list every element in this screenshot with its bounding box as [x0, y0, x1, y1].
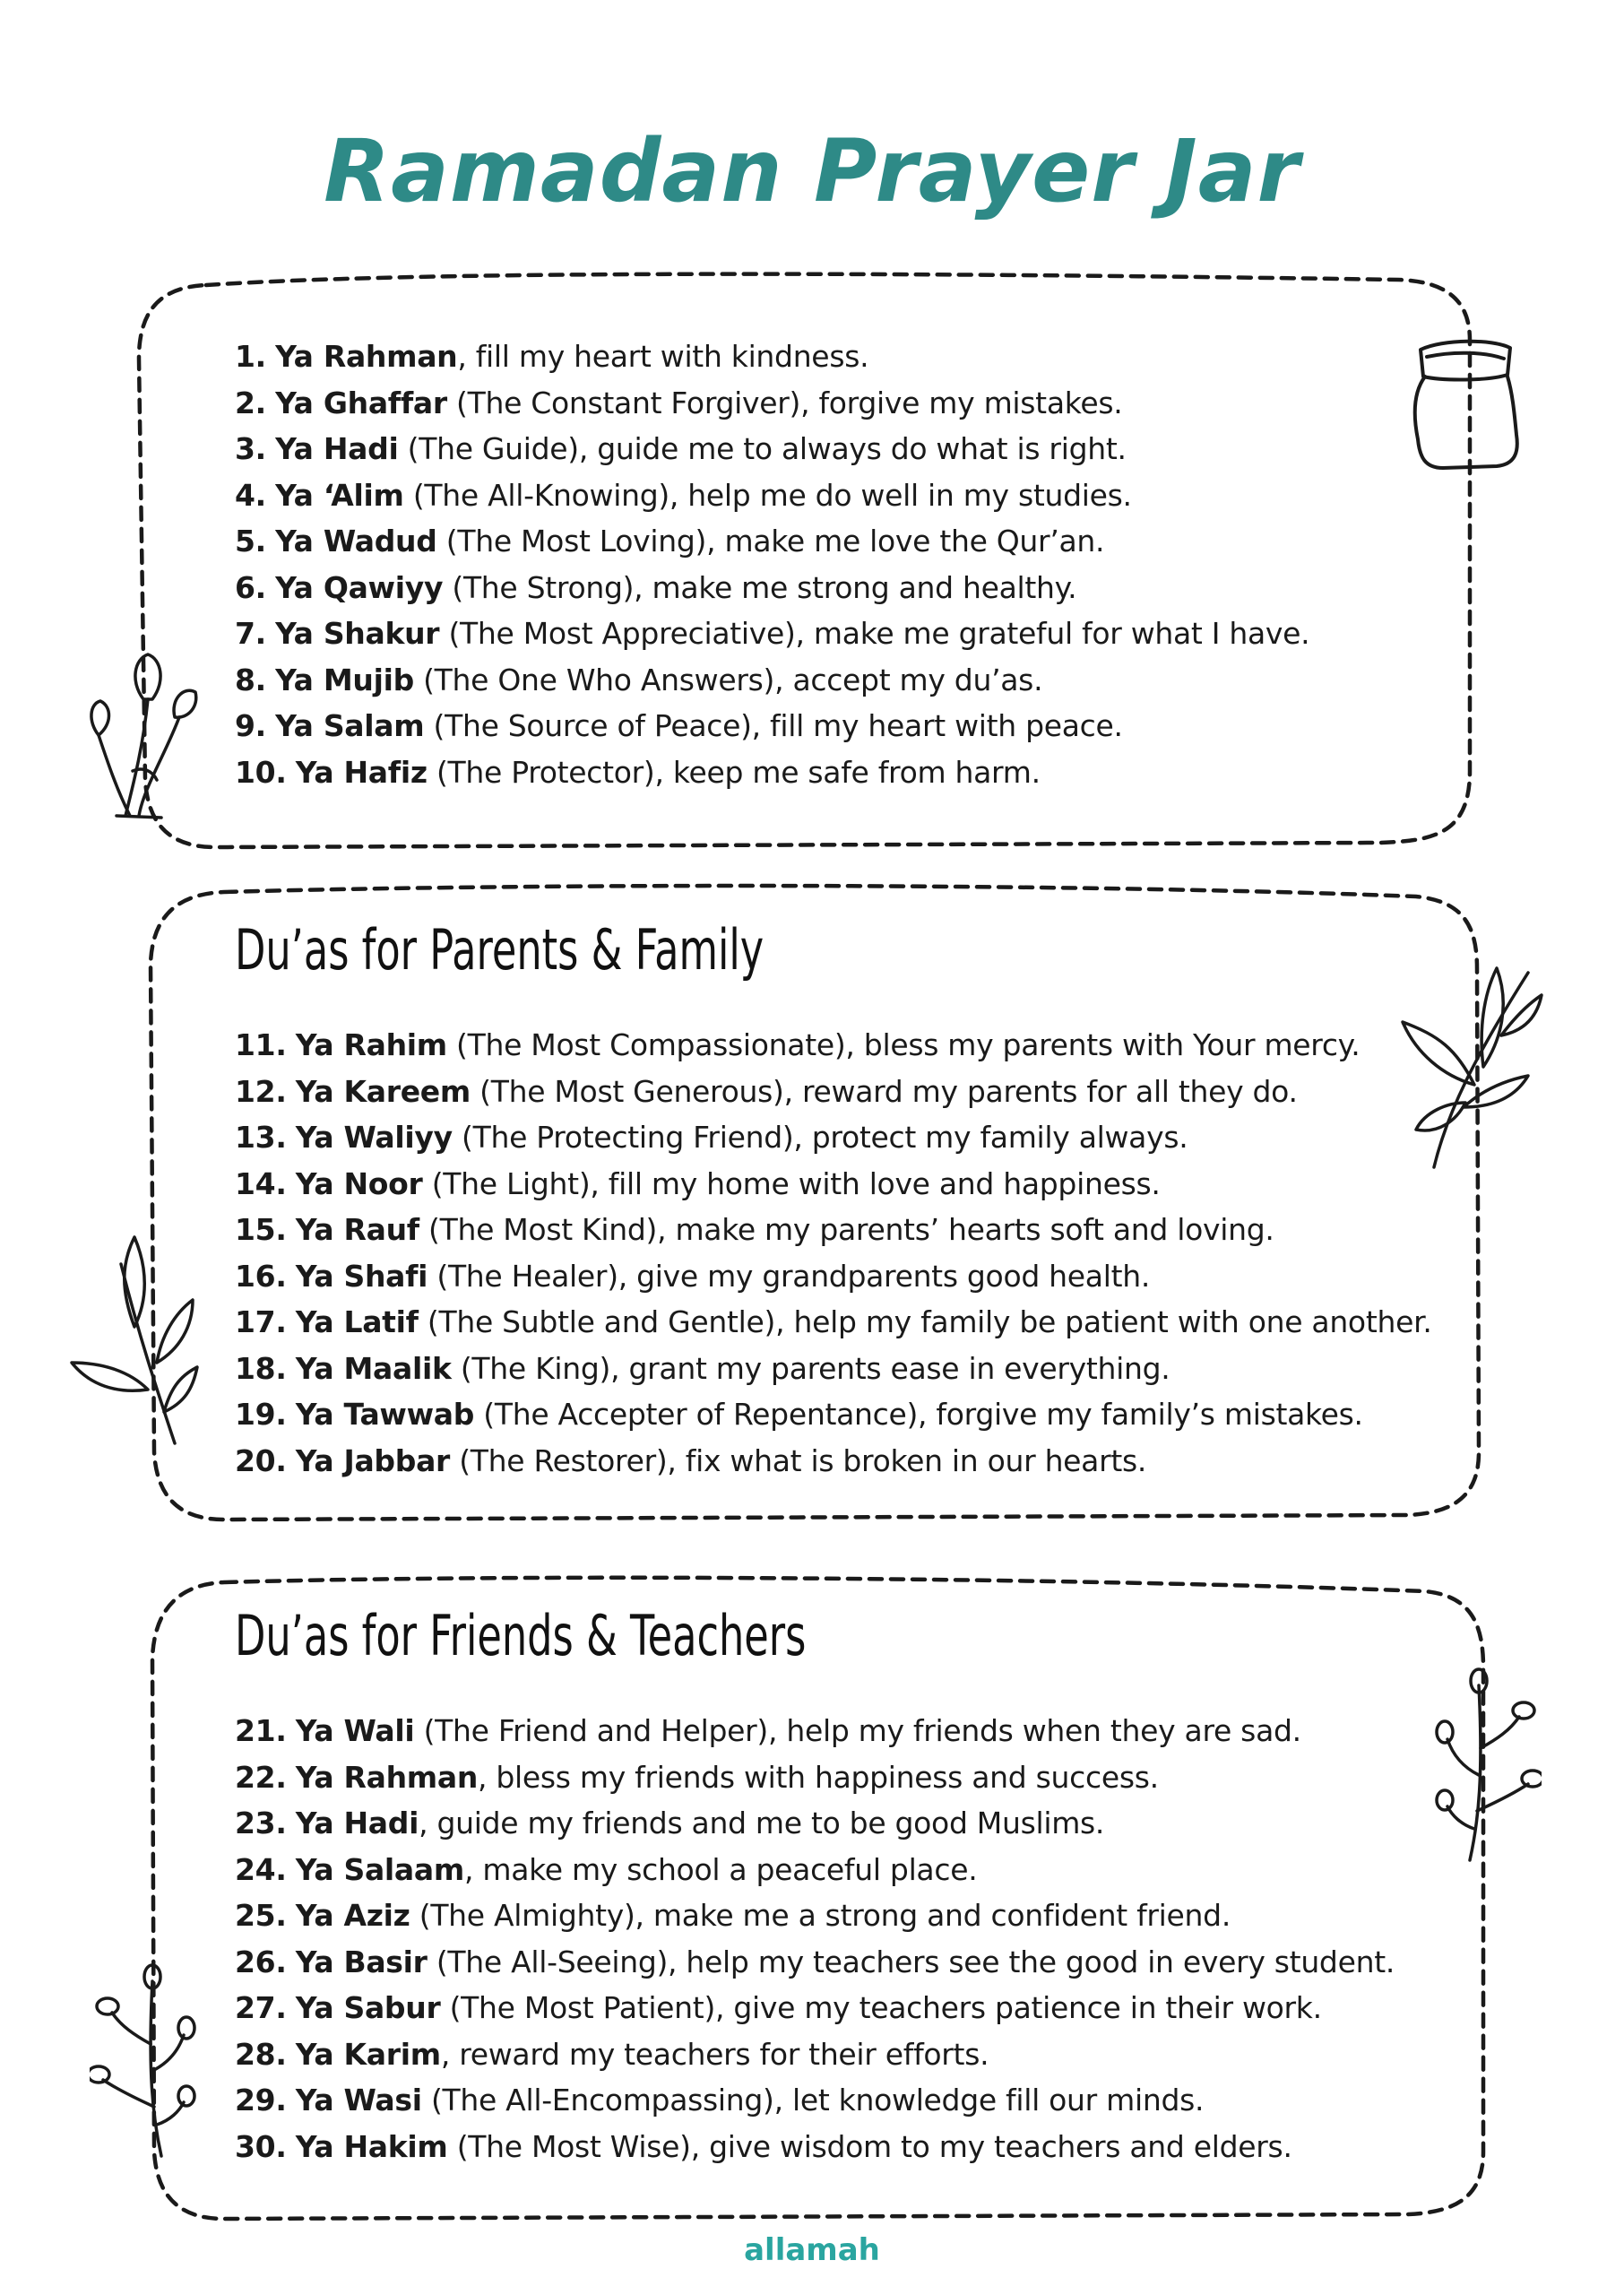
prayer-item: [235, 380, 1309, 427]
prayer-item-text: (The Most Appreciative), make me grateful for what I have.: [439, 616, 1310, 651]
prayer-item: [235, 1847, 1395, 1893]
prayer-item: [235, 1207, 1432, 1253]
prayer-item-name: 12.: [235, 1073, 287, 1109]
prayer-item-name: 27.: [235, 1990, 287, 2025]
prayer-item-name: 16.: [235, 1258, 287, 1294]
prayer-item-name: Ya Jabbar: [295, 1442, 451, 1478]
prayer-item: [235, 1114, 1432, 1161]
prayer-item-name: 8.: [235, 662, 266, 697]
prayer-item-text: (The Most Generous), reward my parents for all they do.: [470, 1073, 1298, 1109]
prayer-item-name: Ya Basir: [295, 1944, 428, 1979]
prayer-item-name: 7.: [235, 616, 266, 651]
prayer-item: [235, 657, 1309, 704]
prayer-item-name: Ya Waliyy: [295, 1120, 453, 1155]
prayer-item-name: Ya Wadud: [275, 524, 437, 559]
prayer-item-text: (The Most Compassionate), bless my parents with Your mercy.: [446, 1027, 1361, 1062]
prayer-item-name: 18.: [235, 1350, 287, 1386]
prayer-item-text: , guide my friends and me to be good Muslims.: [419, 1806, 1105, 1840]
prayer-item: [235, 426, 1309, 472]
prayer-item: [235, 1892, 1395, 1939]
prayer-item-name: 17.: [235, 1304, 287, 1339]
prayer-item-name: 30.: [235, 2128, 287, 2164]
prayer-item: [235, 1299, 1432, 1346]
prayer-item: [235, 1708, 1395, 1754]
prayer-item-name: 9.: [235, 708, 266, 743]
prayer-item-name: Ya Ghaffar: [275, 385, 447, 420]
prayer-item-name: Ya Maalik: [295, 1350, 452, 1386]
flower-icon: [81, 645, 206, 825]
prayer-item-name: Ya Rauf: [295, 1212, 419, 1247]
section-2: [235, 914, 1432, 1484]
prayer-item-text: (The Most Loving), make me love the Qur’an.: [436, 524, 1105, 559]
prayer-item: [235, 2077, 1395, 2124]
prayer-item-name: Ya Hafiz: [295, 754, 428, 790]
section-1: [235, 333, 1309, 795]
prayer-item-name: 3.: [235, 431, 266, 466]
prayer-item-text: , bless my friends with happiness and success.: [478, 1759, 1159, 1795]
prayer-item-name: 10.: [235, 754, 287, 790]
prayer-item-text: (The All-Seeing), help my teachers see the good in every student.: [427, 1944, 1395, 1979]
prayer-item-name: Ya Rahim: [295, 1027, 447, 1062]
prayer-item-text: , make my school a peaceful place.: [463, 1851, 978, 1887]
prayer-item-text: (The Strong), make me strong and healthy.: [443, 569, 1077, 605]
prayer-item-name: 6.: [235, 569, 266, 605]
prayer-item-text: (The Guide), guide me to always do what is right.: [398, 431, 1127, 466]
prayer-item-name: Ya Shafi: [295, 1258, 428, 1294]
prayer-item-text: (The All-Encompassing), let knowledge fill our minds.: [421, 2083, 1205, 2117]
prayer-item-name: Ya Wali: [295, 1713, 415, 1748]
prayer-item: [235, 1939, 1395, 1986]
prayer-item-name: Ya Qawiyy: [275, 569, 444, 605]
prayer-item-name: 24.: [235, 1851, 287, 1887]
prayer-item-name: Ya Kareem: [295, 1073, 471, 1109]
jar-icon: [1407, 332, 1533, 475]
prayer-item-name: Ya Karim: [295, 2036, 441, 2072]
prayer-item: [235, 472, 1309, 519]
prayer-item-name: 22.: [235, 1759, 287, 1795]
prayer-item-text: (The Most Wise), give wisdom to my teachers and elders.: [447, 2128, 1292, 2164]
prayer-item: [235, 1022, 1432, 1069]
prayer-item-name: 25.: [235, 1898, 287, 1933]
page-title: Ramadan Prayer Jar: [324, 121, 1300, 221]
prayer-item: [235, 1346, 1432, 1392]
prayer-item-name: 2.: [235, 385, 266, 420]
prayer-item-name: Ya Rahman: [275, 339, 458, 374]
prayer-item: [235, 333, 1309, 380]
prayer-item-text: (The Protector), keep me safe from harm.: [427, 754, 1041, 790]
prayer-item-name: Ya Wasi: [295, 2083, 422, 2117]
prayer-item-name: Ya Tawwab: [295, 1397, 475, 1432]
prayer-item: [235, 1800, 1395, 1847]
prayer-item-name: Ya Latif: [295, 1304, 419, 1339]
prayer-item: [235, 1391, 1432, 1438]
prayer-item-text: (The Accepter of Repentance), forgive my family’s mistakes.: [474, 1397, 1363, 1432]
prayer-item: [235, 2124, 1395, 2170]
prayer-item-text: (The Healer), give my grandparents good health.: [428, 1258, 1151, 1294]
prayer-item: [235, 1069, 1432, 1115]
leaf-branch-icon: [1394, 932, 1546, 1174]
prayer-item-name: Ya Hakim: [295, 2128, 448, 2164]
section-3: [235, 1600, 1395, 2169]
prayer-item-text: (The All-Knowing), help me do well in my studies.: [403, 477, 1132, 513]
prayer-item-name: Ya Sabur: [295, 1990, 441, 2025]
prayer-item-text: (The Source of Peace), fill my heart with peace.: [424, 708, 1123, 743]
section-heading-friends: Du’as for Friends & Teachers: [235, 1603, 807, 1668]
prayer-item-name: Ya Rahman: [295, 1759, 479, 1795]
prayer-item: [235, 2031, 1395, 2078]
prayer-item-name: 13.: [235, 1120, 287, 1155]
prayer-item-text: (The Friend and Helper), help my friends when they are sad.: [414, 1713, 1301, 1748]
prayer-item-name: Ya Salaam: [295, 1851, 464, 1887]
prayer-item-name: 15.: [235, 1212, 287, 1247]
prayer-item-text: (The Light), fill my home with love and happiness.: [422, 1165, 1161, 1201]
prayer-item-name: 21.: [235, 1713, 287, 1748]
prayer-item-name: 1.: [235, 339, 266, 374]
brand-logo: allamah: [744, 2232, 880, 2268]
prayer-item: [235, 749, 1309, 796]
prayer-item-name: 23.: [235, 1806, 287, 1840]
prayer-item-name: 19.: [235, 1397, 287, 1432]
prayer-item-text: (The Protecting Friend), protect my family always.: [452, 1120, 1188, 1155]
prayer-item-text: (The King), grant my parents ease in everything.: [451, 1350, 1170, 1386]
prayer-item: [235, 518, 1309, 565]
prayer-item: [235, 1438, 1432, 1485]
prayer-item-name: 5.: [235, 524, 266, 559]
prayer-item-name: 14.: [235, 1165, 287, 1201]
prayer-item-text: (The Almighty), make me a strong and confident friend.: [410, 1898, 1231, 1933]
prayer-item-name: 4.: [235, 477, 266, 513]
prayer-list-1: [235, 333, 1309, 795]
leaf-branch-icon: [67, 1228, 202, 1452]
prayer-item-name: 20.: [235, 1442, 287, 1478]
prayer-item-name: Ya Mujib: [275, 662, 414, 697]
prayer-item-name: Ya Hadi: [275, 431, 399, 466]
prayer-item-name: Ya Aziz: [295, 1898, 410, 1933]
prayer-item-name: 29.: [235, 2083, 287, 2117]
prayer-item-name: 11.: [235, 1027, 287, 1062]
prayer-item: [235, 1253, 1432, 1300]
prayer-list-2: [235, 1022, 1432, 1484]
prayer-item: [235, 1161, 1432, 1208]
prayer-item-text: (The Restorer), fix what is broken in our hearts.: [450, 1442, 1147, 1478]
prayer-list-3: [235, 1708, 1395, 2169]
prayer-item-text: , reward my teachers for their efforts.: [440, 2036, 989, 2072]
prayer-item-name: Ya Noor: [295, 1165, 423, 1201]
prayer-item-name: Ya Salam: [275, 708, 425, 743]
prayer-item-name: Ya Hadi: [295, 1806, 419, 1840]
prayer-item-name: Ya Shakur: [275, 616, 440, 651]
prayer-item-text: , fill my heart with kindness.: [457, 339, 869, 374]
berry-branch-icon: [90, 1963, 197, 2161]
prayer-item-text: (The One Who Answers), accept my du’as.: [413, 662, 1043, 697]
prayer-item: [235, 611, 1309, 657]
prayer-item-text: (The Constant Forgiver), forgive my mistakes.: [446, 385, 1123, 420]
prayer-item-name: 26.: [235, 1944, 287, 1979]
prayer-item: [235, 1754, 1395, 1801]
prayer-item-text: (The Subtle and Gentle), help my family be patient with one another.: [418, 1304, 1432, 1339]
section-heading-parents: Du’as for Parents & Family: [235, 917, 764, 983]
berry-branch-icon: [1434, 1667, 1542, 1865]
prayer-item: [235, 1985, 1395, 2031]
prayer-item-name: Ya ‘Alim: [275, 477, 404, 513]
prayer-item: [235, 565, 1309, 611]
prayer-item-name: 28.: [235, 2036, 287, 2072]
prayer-item-text: (The Most Kind), make my parents’ hearts soft and loving.: [419, 1212, 1274, 1247]
prayer-item-text: (The Most Patient), give my teachers patience in their work.: [440, 1990, 1322, 2025]
prayer-item: [235, 703, 1309, 749]
